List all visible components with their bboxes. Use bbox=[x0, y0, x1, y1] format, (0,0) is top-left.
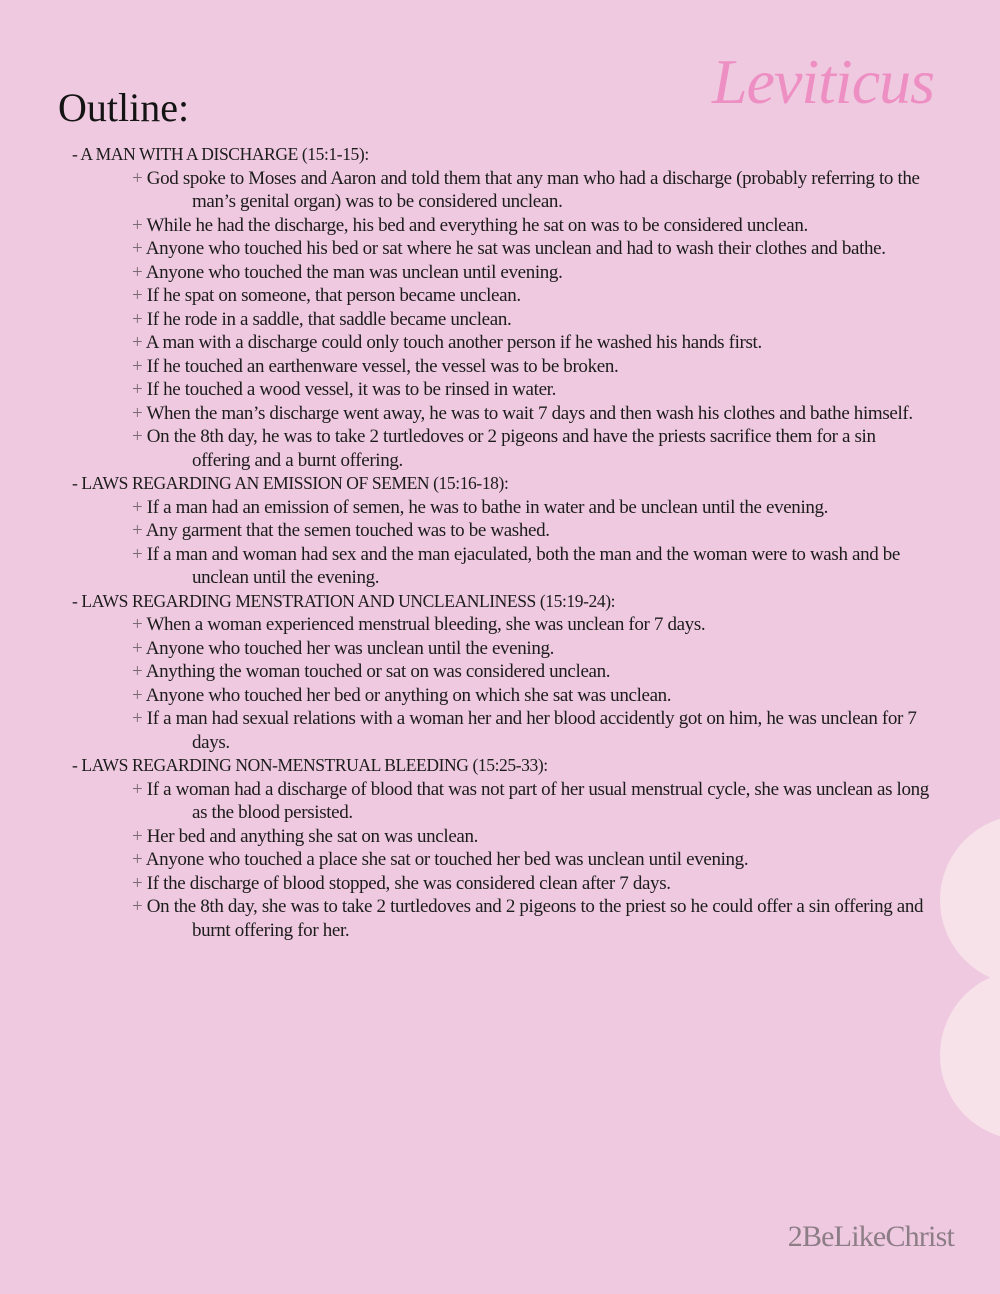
outline-item bbox=[72, 308, 932, 332]
item-text: If a woman had a discharge of blood that was not part of her usual menstrual cycle, she was unclean as long as the blood persisted. bbox=[146, 778, 929, 823]
plus-bullet: + bbox=[132, 849, 143, 870]
outline-item bbox=[72, 519, 932, 543]
plus-bullet: + bbox=[132, 308, 143, 330]
item-text: If he rode in a saddle, that saddle became unclean. bbox=[146, 308, 512, 330]
item-text: Her bed and anything she sat on was unclean. bbox=[146, 825, 479, 847]
outline-item bbox=[72, 613, 932, 637]
item-text: A man with a discharge could only touch another person if he washed his hands first. bbox=[145, 332, 762, 353]
outline-section bbox=[72, 143, 952, 472]
plus-bullet: + bbox=[132, 214, 143, 236]
plus-bullet: + bbox=[132, 355, 143, 377]
plus-bullet: + bbox=[132, 261, 143, 283]
outline-item bbox=[72, 707, 932, 754]
outline-item bbox=[72, 284, 932, 308]
outline-item bbox=[72, 684, 932, 708]
page-heading: Outline: bbox=[58, 85, 190, 130]
outline-item bbox=[72, 214, 932, 238]
plus-bullet: + bbox=[132, 167, 143, 189]
outline-item bbox=[72, 825, 932, 849]
outline-item bbox=[72, 167, 932, 214]
item-text: If a man had sexual relations with a woman her and her blood accidently got on him, he was unclean for 7 days. bbox=[146, 708, 917, 753]
item-text: If a man had an emission of semen, he was to bathe in water and be unclean until the evening. bbox=[146, 496, 829, 518]
outline-item bbox=[72, 378, 932, 402]
plus-bullet: + bbox=[132, 872, 143, 894]
plus-bullet: + bbox=[132, 661, 143, 682]
outline-item bbox=[72, 355, 932, 379]
item-text: When the man’s discharge went away, he was to wait 7 days and then wash his clothes and bathe himself. bbox=[146, 402, 913, 424]
plus-bullet: + bbox=[132, 543, 143, 565]
plus-bullet: + bbox=[132, 238, 143, 259]
item-text: If he spat on someone, that person became unclean. bbox=[146, 285, 521, 306]
outline-section bbox=[72, 754, 952, 942]
plus-bullet: + bbox=[132, 708, 143, 729]
item-text: Anyone who touched her was unclean until the evening. bbox=[145, 637, 555, 659]
section-title: - A MAN WITH A DISCHARGE (15:1-15): bbox=[72, 144, 369, 164]
outline-item bbox=[72, 660, 932, 684]
item-text: God spoke to Moses and Aaron and told them that any man who had a discharge (probably referring to the man’s genital organ) was to be considered unclean. bbox=[146, 167, 920, 212]
plus-bullet: + bbox=[132, 614, 143, 635]
section-title: - LAWS REGARDING AN EMISSION OF SEMEN (15:16-18): bbox=[72, 473, 509, 493]
item-text: Anyone who touched the man was unclean until evening. bbox=[145, 261, 563, 283]
plus-bullet: + bbox=[132, 637, 143, 659]
item-text: Anyone who touched her bed or anything on which she sat was unclean. bbox=[145, 684, 672, 706]
outline-item bbox=[72, 261, 932, 285]
plus-bullet: + bbox=[132, 402, 143, 424]
outline-item bbox=[72, 496, 932, 520]
section-title: - LAWS REGARDING MENSTRATION AND UNCLEANLINESS (15:19-24): bbox=[72, 590, 616, 611]
item-text: If the discharge of blood stopped, she was considered clean after 7 days. bbox=[146, 872, 671, 894]
item-text: Anyone who touched a place she sat or touched her bed was unclean until evening. bbox=[145, 849, 749, 870]
plus-bullet: + bbox=[132, 896, 143, 917]
item-text: On the 8th day, she was to take 2 turtledoves and 2 pigeons to the priest so he could offer a sin offering and burnt offering for her. bbox=[146, 896, 924, 941]
outline-item bbox=[72, 637, 932, 661]
brand-wordmark: 2BeLikeChrist bbox=[787, 1220, 954, 1253]
plus-bullet: + bbox=[132, 426, 143, 447]
plus-bullet: + bbox=[132, 332, 143, 353]
outline-item bbox=[72, 543, 932, 590]
item-text: If he touched a wood vessel, it was to be rinsed in water. bbox=[146, 379, 556, 400]
outline-section bbox=[72, 472, 952, 590]
plus-bullet: + bbox=[132, 825, 143, 847]
outline-item bbox=[72, 872, 932, 896]
outline-item bbox=[72, 848, 932, 872]
plus-bullet: + bbox=[132, 778, 143, 800]
outline-item bbox=[72, 425, 932, 472]
outline-item bbox=[72, 895, 932, 942]
plus-bullet: + bbox=[132, 684, 143, 706]
plus-bullet: + bbox=[132, 285, 143, 306]
item-text: Anyone who touched his bed or sat where he sat was unclean and had to wash their clothes and bathe. bbox=[145, 238, 886, 259]
item-text: While he had the discharge, his bed and everything he sat on was to be considered unclean. bbox=[146, 214, 808, 236]
item-text: If he touched an earthenware vessel, the vessel was to be broken. bbox=[146, 355, 619, 377]
item-text: If a man and woman had sex and the man ejaculated, both the man and the woman were to wash and be unclean until the evening. bbox=[146, 543, 901, 588]
item-text: On the 8th day, he was to take 2 turtledoves or 2 pigeons and have the priests sacrifice them for a sin offering and a burnt offering. bbox=[146, 426, 876, 471]
book-title: Leviticus bbox=[711, 46, 934, 117]
item-text: Any garment that the semen touched was to be washed. bbox=[145, 520, 550, 541]
section-title: - LAWS REGARDING NON-MENSTRUAL BLEEDING (15:25-33): bbox=[72, 755, 548, 775]
outline-item bbox=[72, 237, 932, 261]
plus-bullet: + bbox=[132, 379, 143, 400]
outline-section bbox=[72, 590, 952, 755]
outline bbox=[72, 143, 952, 942]
item-text: When a woman experienced menstrual bleeding, she was unclean for 7 days. bbox=[146, 614, 706, 635]
outline-item bbox=[72, 402, 932, 426]
plus-bullet: + bbox=[132, 496, 143, 518]
decorative-circle bbox=[940, 970, 1000, 1140]
item-text: Anything the woman touched or sat on was considered unclean. bbox=[145, 661, 611, 682]
plus-bullet: + bbox=[132, 520, 143, 541]
outline-item bbox=[72, 331, 932, 355]
outline-item bbox=[72, 778, 932, 825]
